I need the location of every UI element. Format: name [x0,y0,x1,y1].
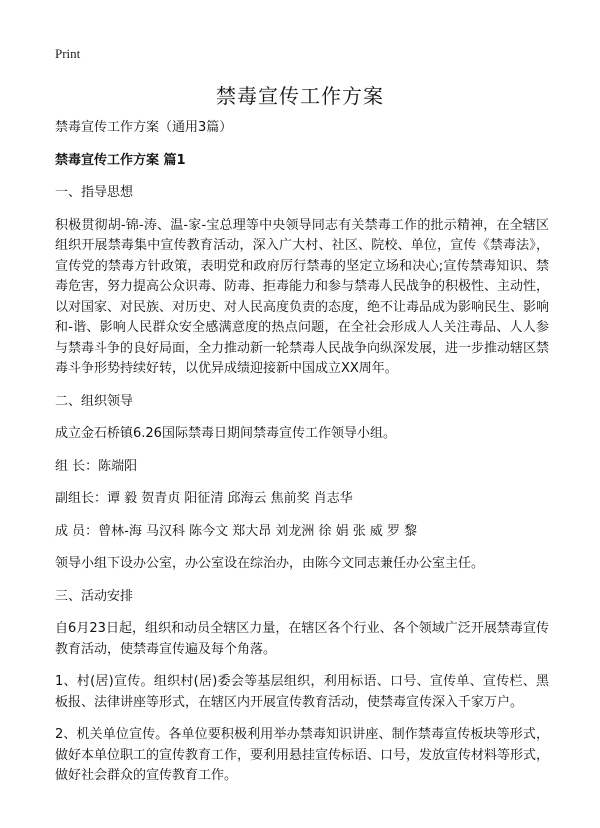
activity-item-1: 1、村(居)宣传。组织村(居)委会等基层组织，利用标语、口号、宣传单、宣传栏、黑板报、法律讲座等形式，在辖区内开展宣传教育活动，使禁毒宣传深入千家万户。 [55,674,549,710]
document-title: 禁毒宣传工作方案 [216,84,384,108]
heading-organization: 二、组织领导 [55,393,134,409]
office-line: 领导小组下设办公室，办公室设在综治办，由陈今文同志兼任办公室主任。 [55,556,485,571]
section-heading: 禁毒宣传工作方案 篇1 [55,152,186,168]
paragraph-activities: 自6月23日起，组织和动员全辖区力量，在辖区各个行业、各个领域广泛开展禁毒宣传教育活动，使禁毒宣传遍及每个角落。 [55,621,549,657]
activity-item-2: 2、机关单位宣传。各单位要积极利用举办禁毒知识讲座、制作禁毒宣传板块等形式，做好本单位职工的宣传教育工作，要利用悬挂宣传标语、口号，发放宣传材料等形式，做好社会群众的宣传教育工作。 [55,727,550,783]
paragraph-organization: 成立金石桥镇6.26国际禁毒日期间禁毒宣传工作领导小组。 [55,426,396,441]
deputy-line: 副组长：谭 毅 贺青贞 阳征清 邱海云 焦前奖 肖志华 [55,491,353,506]
document-subtitle: 禁毒宣传工作方案（通用3篇） [55,120,233,135]
members-line: 成 员：曾林-海 马汉科 陈今文 郑大昂 刘龙洲 徐 娟 张 威 罗 黎 [55,523,418,539]
leader-line: 组 长：陈端阳 [55,458,138,474]
heading-guiding-ideology: 一、指导思想 [55,185,134,200]
paragraph-guiding-ideology: 积极贯彻胡-锦-涛、温-家-宝总理等中央领导同志有关禁毒工作的批示精神，在全辖区组织开展禁毒集中宣传教育活动，深入广大村、社区、院校、单位，宣传《禁毒法》，宣传党的禁毒方针政策，表明党和政府厉行禁毒的坚定立场和决心;宣传禁毒知识、禁毒危害，努力提高公众识毒、防毒、拒毒能力和参与禁毒人民战争的积极性、主动性，以对国家、对民族、对历史、对人民高度负责的态度，绝不让毒品成为影响民生、影响和-谐、影响人民群众安全感满意度的热点问题，在全社会形成人人关注毒品、人人参与禁毒斗争的良好局面，全力推动新一轮禁毒人民战争向纵深发展，进一步推动辖区禁毒斗争形势持续好转，以优异成绩迎接新中国成立XX周年。 [55,217,550,376]
heading-activities: 三、活动安排 [55,588,134,604]
document-body [55,118,549,799]
print-label: Print [55,46,81,61]
